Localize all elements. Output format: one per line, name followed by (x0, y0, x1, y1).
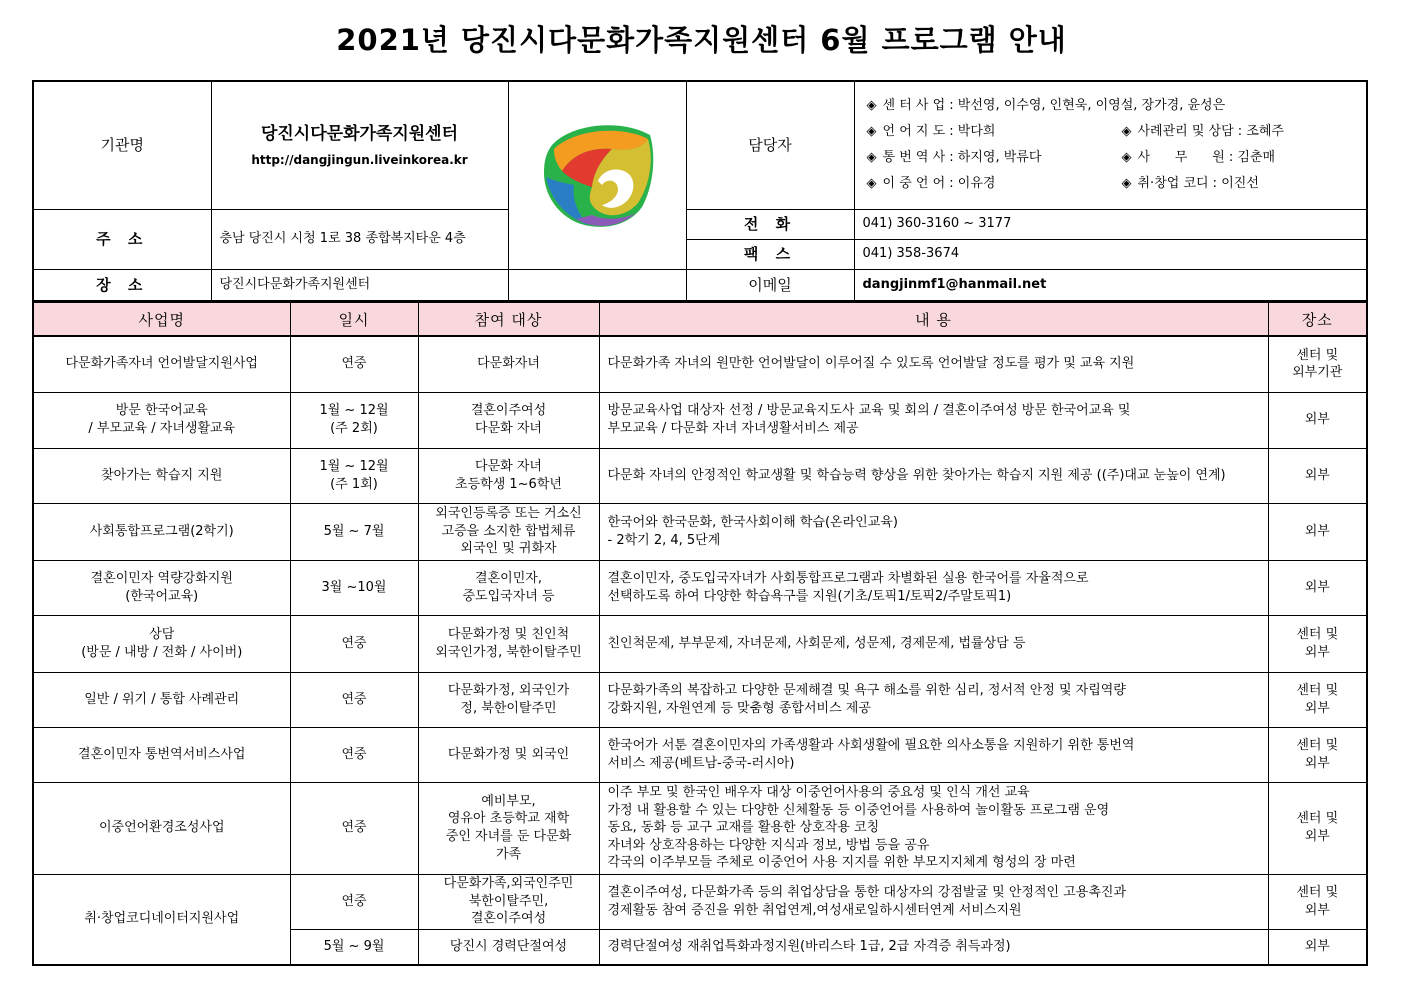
program-place-line: 외부 (1304, 829, 1330, 844)
program-content (599, 336, 1268, 392)
program-place-line: 센터 및 (1296, 682, 1339, 698)
staff-text: 이 중 언 어 : 이유경 (882, 176, 996, 192)
fax-label: 팩 스 (686, 239, 854, 269)
program-target (418, 727, 599, 782)
program-target-line: 다문화가정 및 친인척 (447, 626, 570, 642)
program-date (290, 392, 418, 448)
program-place-line: 외부 (1304, 412, 1330, 428)
diamond-icon: ◈ (1121, 150, 1132, 166)
program-place (1268, 560, 1367, 615)
header-name: 사업명 (33, 303, 290, 337)
program-name (33, 782, 290, 874)
program-target-line: 영유아 초등학교 재학 (447, 811, 570, 827)
program-name (33, 560, 290, 615)
program-date-line: 연중 (341, 820, 367, 836)
program-name (33, 727, 290, 782)
program-place-line: 외부 (1304, 938, 1330, 954)
program-date (290, 560, 418, 615)
header-date: 일시 (290, 303, 418, 337)
fax-value: 041) 358-3674 (854, 239, 1367, 269)
logo-filler (508, 269, 686, 301)
program-name-line: 사회통합프로그램(2학기) (89, 523, 234, 539)
program-date (290, 727, 418, 782)
info-table (32, 80, 1368, 302)
program-target-line: 다문화자녀 (477, 356, 540, 372)
program-content-line: 경력단절여성 재취업특화과정지원(바리스타 1급, 2급 자격증 취득과정) (607, 938, 1011, 954)
program-date-line: (주 2회) (330, 421, 378, 436)
program-name (33, 503, 290, 560)
program-place (1268, 874, 1367, 929)
table-row (33, 336, 1367, 392)
staff-text: 언 어 지 도 : 박다희 (882, 124, 996, 140)
phone-value: 041) 360-3160 ~ 3177 (854, 209, 1367, 239)
program-content (599, 727, 1268, 782)
program-target-line: 가족 (495, 846, 522, 862)
program-name-line: 찾아가는 학습지 지원 (101, 467, 223, 483)
program-content (599, 448, 1268, 503)
page-title: 2021년 당진시다문화가족지원센터 6월 프로그램 안내 (336, 23, 1067, 57)
program-target-line: 예비부모, (481, 793, 536, 809)
program-date-line: (주 1회) (330, 476, 378, 492)
program-table (32, 302, 1368, 966)
table-row (33, 448, 1367, 503)
program-date-line: 1월 ~ 12월 (319, 458, 389, 474)
program-content-line: 이주 부모 및 한국인 배우자 대상 이중언어사용의 중요성 및 인식 개선 교육 (607, 785, 1030, 801)
program-target-line: 북한이탈주민, (468, 893, 549, 909)
org-name: 당진시다문화가족지원센터 (260, 123, 459, 144)
program-date (290, 782, 418, 874)
program-content-line: 서비스 제공(베트남-중국-러시아) (607, 755, 795, 771)
phone-label: 전 화 (686, 209, 854, 239)
program-place-line: 센터 및 (1296, 626, 1339, 642)
program-content (599, 672, 1268, 727)
program-content-line: - 2학기 2, 4, 5단계 (607, 532, 721, 548)
staff-text: 통 번 역 사 : 하지영, 박류다 (882, 150, 1042, 166)
program-date-line: 연중 (341, 356, 367, 372)
program-content-line: 가정 내 활용할 수 있는 다양한 신체활동 등 이중언어를 사용하여 놀이활동 프로그램 운영 (607, 802, 1110, 818)
staff-line (867, 93, 1355, 119)
program-sheet (32, 80, 1366, 966)
program-target-line: 결혼이주여성 (470, 403, 547, 419)
program-place-line: 외부 (1304, 579, 1330, 595)
program-date (290, 503, 418, 560)
program-date-line: 연중 (341, 691, 367, 707)
program-target-line: 다문화 자녀 (475, 458, 542, 474)
program-name-line: 일반 / 위기 / 통합 사례관리 (84, 691, 240, 707)
program-place (1268, 336, 1367, 392)
address-value: 충남 당진시 시청 1로 38 종합복지타운 4층 (211, 209, 508, 269)
place-value: 당진시다문화가족지원센터 (211, 269, 508, 301)
program-target (418, 782, 599, 874)
program-content-line: 방문교육사업 대상자 선정 / 방문교육지도사 교육 및 회의 / 결혼이주여성 방문 한국어교육 및 (607, 403, 1131, 419)
program-target (418, 615, 599, 672)
program-place-line: 센터 및 (1296, 737, 1339, 753)
program-name (33, 336, 290, 392)
program-target (418, 336, 599, 392)
org-cell (211, 81, 508, 209)
program-name (33, 874, 290, 965)
program-content-line: 다문화가족의 복잡하고 다양한 문제해결 및 욕구 해소를 위한 심리, 정서적 안정 및 자립역량 (607, 682, 1126, 698)
program-place (1268, 615, 1367, 672)
program-place-line: 외부 (1304, 755, 1330, 771)
program-target-line: 외국인 및 귀화자 (460, 541, 557, 557)
program-content-line: 결혼이주여성, 다문화가족 등의 취업상담을 통한 대상자의 강점발굴 및 안정적인 고용촉진과 (607, 884, 1127, 900)
table-row (33, 672, 1367, 727)
staff-text: 사례관리 및 상담 : 조혜주 (1137, 124, 1284, 140)
header-place: 장소 (1268, 303, 1367, 337)
diamond-icon: ◈ (866, 98, 877, 114)
table-row (33, 615, 1367, 672)
program-content-line: 부모교육 / 다문화 자녀 자녀생활서비스 제공 (607, 421, 859, 436)
program-name (33, 615, 290, 672)
table-row (33, 782, 1367, 874)
program-place (1268, 392, 1367, 448)
program-name-line: 이중언어환경조성사업 (98, 820, 225, 836)
place-label: 장 소 (33, 269, 211, 301)
program-content (599, 874, 1268, 929)
program-target-line: 다문화가정 및 외국인 (447, 746, 570, 762)
staff-text: 센 터 사 업 : 박선영, 이수영, 인현욱, 이영설, 장가경, 윤성은 (882, 98, 1226, 114)
header-target: 참여 대상 (418, 303, 599, 337)
program-target (418, 392, 599, 448)
program-target-line: 외국인가정, 북한이탈주민 (435, 644, 582, 660)
program-content (599, 782, 1268, 874)
staff-line (867, 145, 1355, 171)
program-date-line: 3월 ~10월 (321, 579, 387, 595)
program-date (290, 672, 418, 727)
program-content-line: 동요, 동화 등 교구 교재를 활용한 상호작용 코칭 (607, 820, 880, 836)
program-target-line: 중도입국자녀 등 (462, 588, 555, 604)
center-logo-icon (509, 115, 686, 235)
program-target-line: 다문화가정, 외국인가 (447, 682, 570, 698)
program-date-line: 연중 (341, 746, 367, 762)
program-content-line: 경제활동 참여 증진을 위한 취업연계,여성새로일하시센터연계 서비스지원 (607, 902, 1022, 918)
diamond-icon: ◈ (866, 176, 877, 192)
program-target-line: 정, 북한이탈주민 (460, 700, 557, 716)
program-place (1268, 782, 1367, 874)
program-content-line: 다문화 자녀의 안정적인 학교생활 및 학습능력 향상을 위한 찾아가는 학습지 지원 제공 ((주)대교 눈높이 연계) (607, 467, 1226, 483)
staff-label: 담당자 (686, 81, 854, 209)
program-content (599, 503, 1268, 560)
program-content-line: 강화지원, 자원연계 등 맞춤형 종합서비스 제공 (607, 700, 871, 716)
program-date (290, 336, 418, 392)
program-content-line: 다문화가족 자녀의 원만한 언어발달이 이루어질 수 있도록 언어발달 정도를 평가 및 교육 지원 (607, 356, 1135, 372)
staff-line (867, 171, 1355, 197)
program-name-line: 방문 한국어교육 (115, 403, 208, 419)
email-value: dangjinmf1@hanmail.net (854, 269, 1367, 301)
program-place-line: 센터 및 (1296, 811, 1339, 827)
program-target (418, 448, 599, 503)
diamond-icon: ◈ (1121, 176, 1132, 192)
header-content: 내 용 (599, 303, 1268, 337)
program-place-line: 외부 (1304, 902, 1330, 918)
table-row (33, 503, 1367, 560)
program-content-line: 결혼이민자, 중도입국자녀가 사회통합프로그램과 차별화된 실용 한국어를 자율적으로 (607, 570, 1089, 586)
address-label: 주 소 (33, 209, 211, 269)
diamond-icon: ◈ (1121, 124, 1132, 140)
program-target-line: 결혼이주여성 (470, 911, 547, 927)
program-date-line: 5월 ~ 7월 (323, 523, 385, 539)
logo-cell (508, 81, 686, 269)
program-target (418, 874, 599, 929)
program-target (418, 560, 599, 615)
program-name-line: (방문 / 내방 / 전화 / 사이버) (81, 644, 243, 660)
program-date (290, 929, 418, 965)
program-place (1268, 503, 1367, 560)
staff-text: 취·창업 코디 : 이진선 (1137, 176, 1259, 192)
program-name-line: 취·창업코디네이터지원사업 (84, 911, 240, 927)
program-place (1268, 727, 1367, 782)
table-row (33, 560, 1367, 615)
program-target (418, 503, 599, 560)
staff-list (854, 81, 1367, 209)
program-content-line: 친인척문제, 부부문제, 자녀문제, 사회문제, 성문제, 경제문제, 법률상담 등 (607, 635, 1026, 651)
program-target (418, 929, 599, 965)
program-place-line: 센터 및 (1296, 884, 1339, 900)
program-name-line: / 부모교육 / 자녀생활교육 (88, 421, 236, 436)
program-content-line: 각국의 이주부모들 주체로 이중언어 사용 지지를 위한 부모지지체계 형성의 장 마련 (607, 855, 1076, 871)
program-target-line: 다문화 자녀 (475, 421, 542, 436)
table-row (33, 874, 1367, 929)
program-date-line: 연중 (341, 635, 367, 651)
program-content-line: 선택하도록 하여 다양한 학습욕구를 지원(기초/토픽1/토픽2/주말토픽1) (607, 588, 1012, 604)
table-row (33, 392, 1367, 448)
program-content-line: 한국어와 한국문화, 한국사회이해 학습(온라인교육) (607, 514, 898, 530)
program-header-row (33, 303, 1367, 337)
program-date-line: 연중 (341, 893, 367, 909)
program-content (599, 615, 1268, 672)
org-label: 기관명 (33, 81, 211, 209)
program-place-line: 외부 (1304, 523, 1330, 539)
staff-line (867, 119, 1355, 145)
program-content (599, 560, 1268, 615)
program-name (33, 392, 290, 448)
program-body (33, 336, 1367, 965)
program-target-line: 초등학생 1~6학년 (455, 476, 562, 492)
diamond-icon: ◈ (866, 124, 877, 140)
program-content (599, 392, 1268, 448)
program-target-line: 다문화가족,외국인주민 (443, 876, 574, 892)
program-place-line: 외부 (1304, 467, 1330, 483)
program-date (290, 615, 418, 672)
program-content (599, 929, 1268, 965)
program-target-line: 중인 자녀를 둔 다문화 (445, 829, 572, 844)
email-label: 이메일 (686, 269, 854, 301)
org-url: http://dangjingun.liveinkorea.kr (251, 152, 468, 167)
program-date (290, 874, 418, 929)
program-date (290, 448, 418, 503)
program-target-line: 외국인등록증 또는 거소신 (435, 506, 582, 522)
program-name (33, 672, 290, 727)
program-name-line: 결혼이민자 역량강화지원 (90, 570, 233, 586)
program-date-line: 1월 ~ 12월 (319, 403, 389, 419)
program-place (1268, 929, 1367, 965)
program-content-line: 한국어가 서툰 결혼이민자의 가족생활과 사회생활에 필요한 의사소통을 지원하기 위한 통번역 (607, 737, 1135, 753)
program-target-line: 당진시 경력단절여성 (449, 938, 568, 954)
program-name-line: 결혼이민자 통번역서비스사업 (78, 746, 246, 762)
program-place-line: 외부 (1304, 700, 1330, 716)
program-place-line: 외부기관 (1292, 365, 1343, 381)
program-place-line: 외부 (1304, 644, 1330, 660)
program-place (1268, 448, 1367, 503)
staff-text: 사 무 원 : 김춘매 (1137, 150, 1276, 166)
program-name-line: 다문화가족자녀 언어발달지원사업 (65, 356, 258, 372)
diamond-icon: ◈ (866, 150, 877, 166)
program-content-line: 자녀와 상호작용하는 다양한 지식과 정보, 방법 등을 공유 (607, 837, 930, 853)
program-name (33, 448, 290, 503)
program-target (418, 672, 599, 727)
program-name-line: (한국어교육) (125, 588, 199, 604)
program-place (1268, 672, 1367, 727)
table-row (33, 727, 1367, 782)
program-name-line: 상담 (149, 626, 175, 642)
program-place-line: 센터 및 (1296, 347, 1339, 363)
program-target-line: 결혼이민자, (475, 570, 542, 586)
program-date-line: 5월 ~ 9월 (323, 938, 385, 954)
program-target-line: 고증을 소지한 합법체류 (441, 523, 576, 539)
